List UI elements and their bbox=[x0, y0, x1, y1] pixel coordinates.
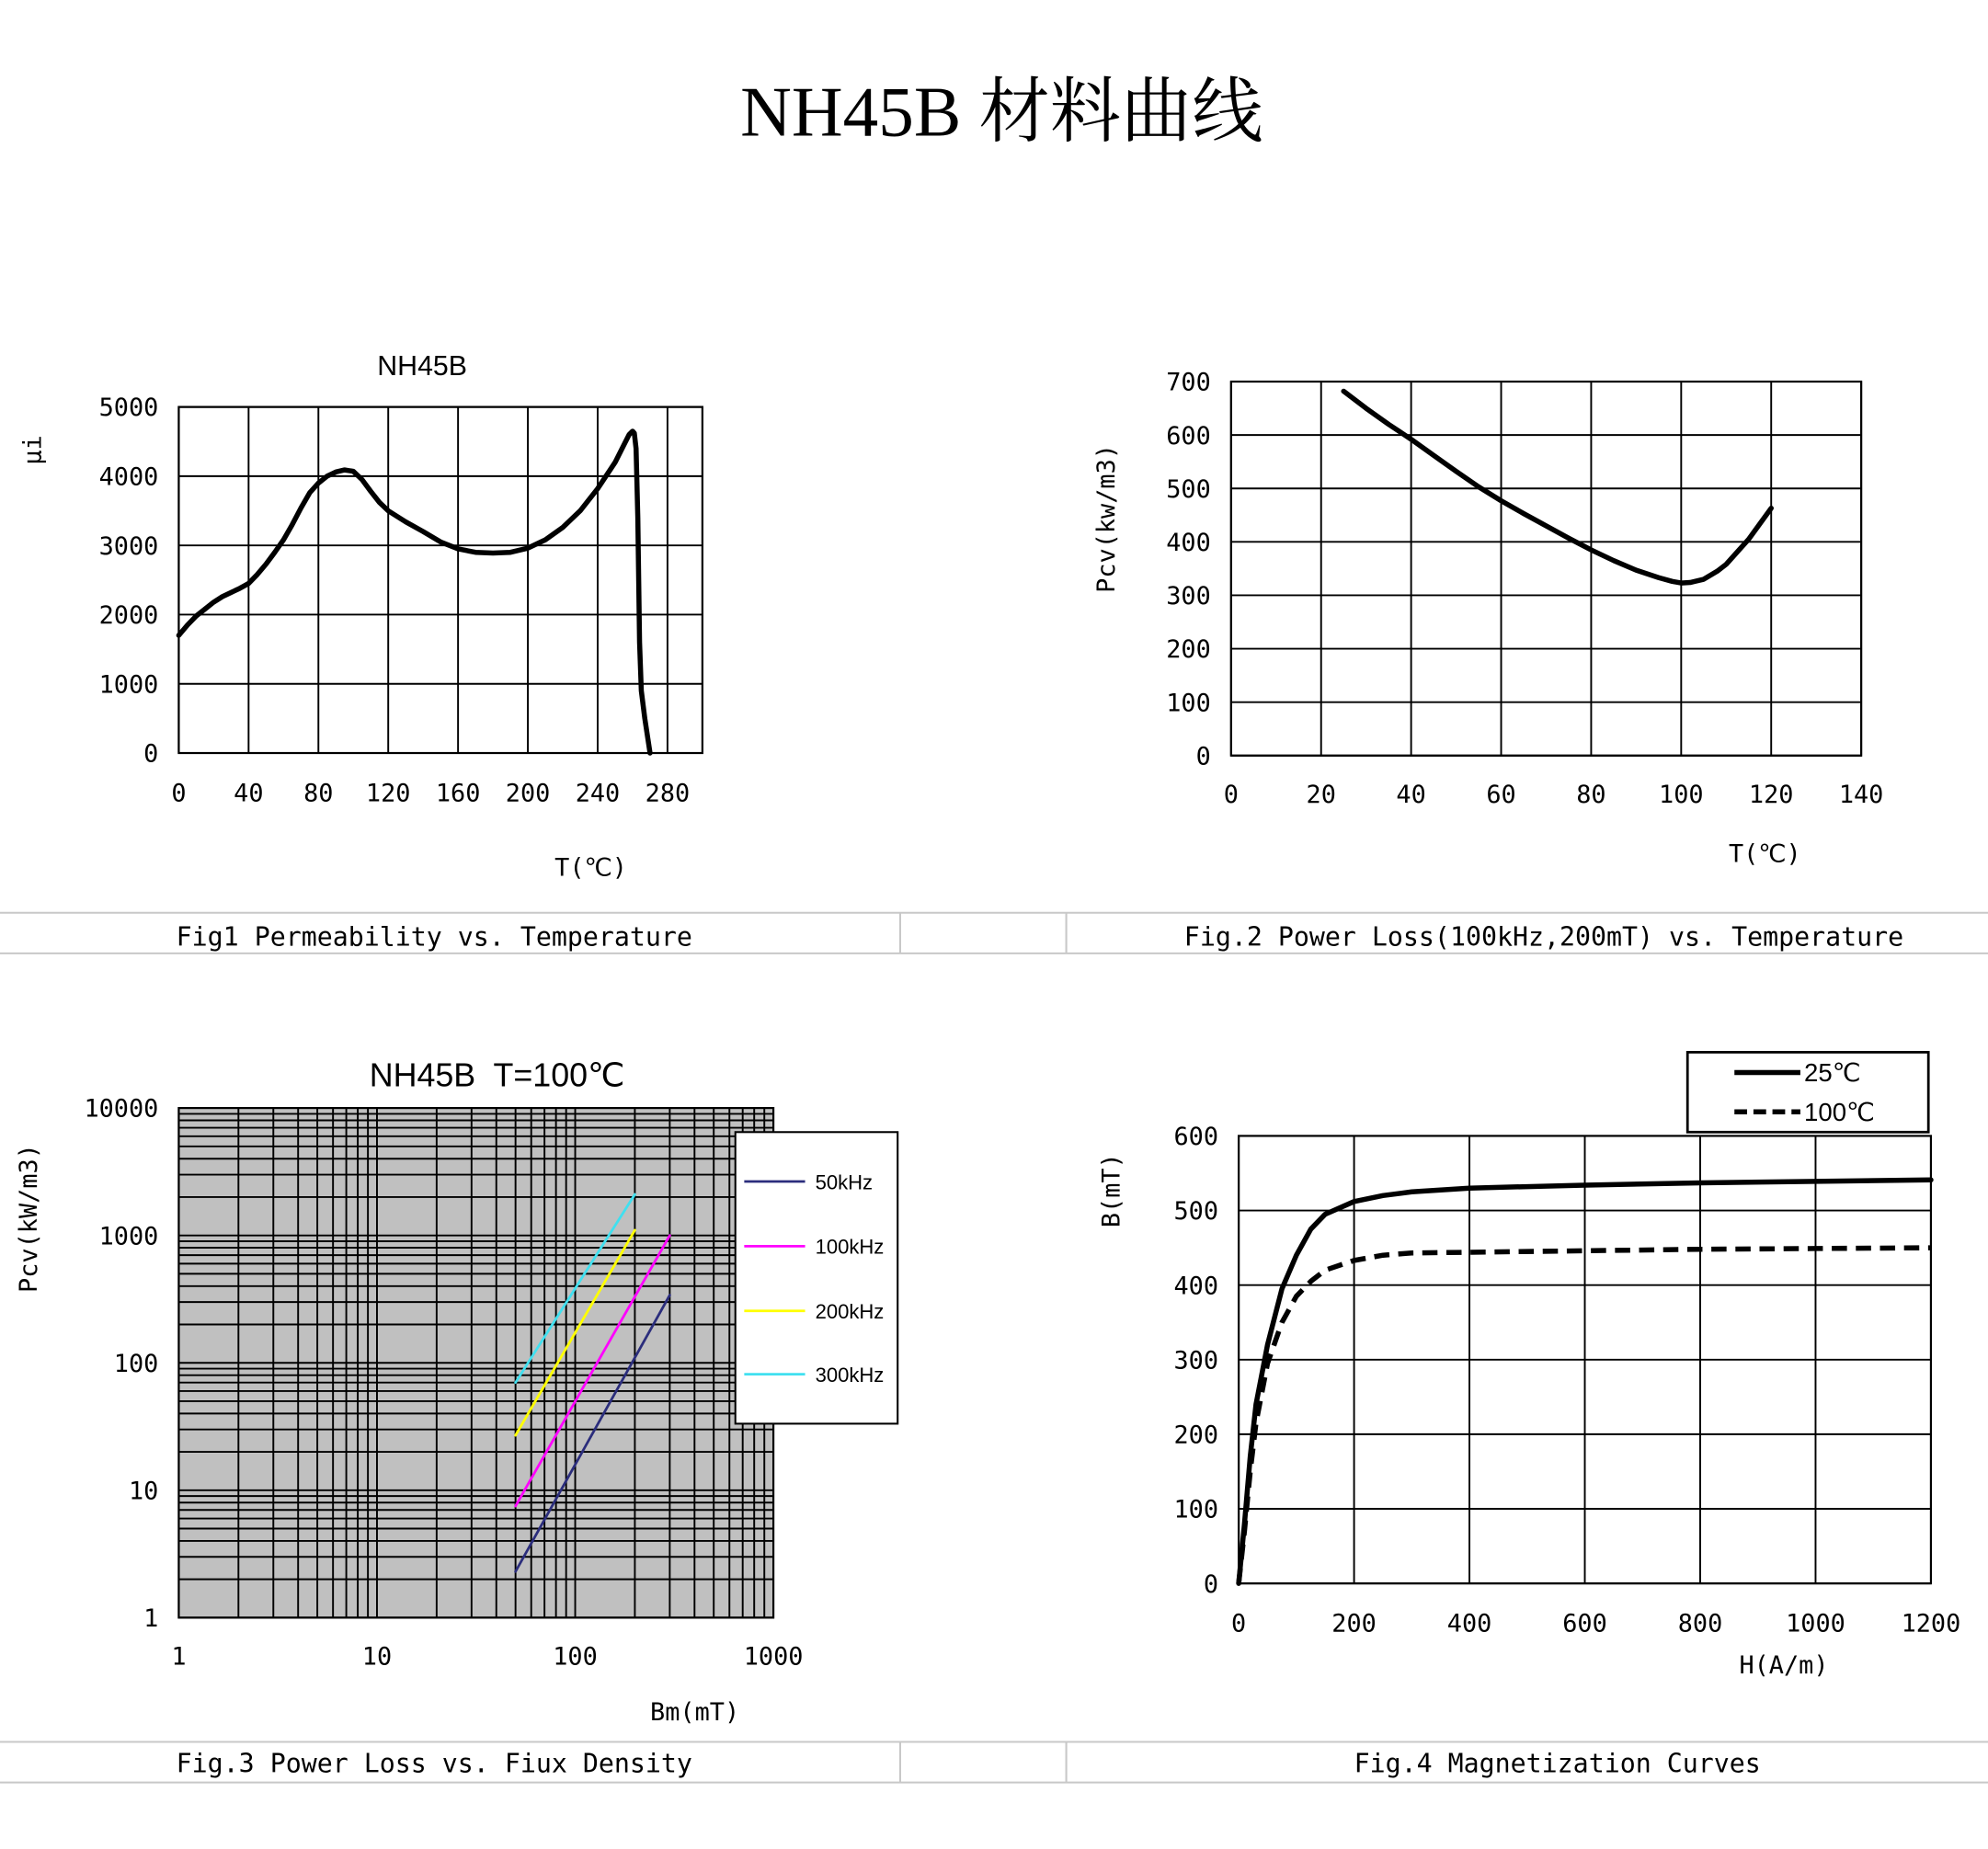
x-tick-label: 140 bbox=[1838, 780, 1884, 809]
chart-title: NH45B bbox=[377, 351, 468, 382]
y-tick-label: 400 bbox=[1173, 1272, 1219, 1301]
x-tick-label: 120 bbox=[1748, 780, 1794, 809]
x-tick-label: 100 bbox=[553, 1642, 598, 1672]
y-tick-label: 1 bbox=[143, 1604, 159, 1634]
x-tick-label: 1200 bbox=[1901, 1609, 1961, 1638]
x-tick-label: 0 bbox=[1231, 1609, 1247, 1638]
x-tick-label: 1 bbox=[171, 1642, 187, 1672]
y-tick-label: 600 bbox=[1166, 421, 1211, 451]
y-tick-label: 1000 bbox=[98, 670, 159, 700]
page-title: NH45B 材料曲线 bbox=[740, 72, 1263, 152]
y-tick-label: 100 bbox=[113, 1349, 159, 1378]
y-tick-label: 10000 bbox=[84, 1094, 159, 1124]
x-tick-label: 200 bbox=[1331, 1609, 1377, 1638]
x-tick-label: 100 bbox=[1659, 780, 1704, 809]
x-tick-label: 80 bbox=[303, 779, 334, 808]
legend-label-100: 100℃ bbox=[1804, 1097, 1876, 1126]
y-axis-label: Pcv(kW/m3) bbox=[15, 1144, 44, 1293]
legend-label-50khz: 50kHz bbox=[815, 1170, 874, 1194]
x-axis-label: T(℃) bbox=[554, 853, 627, 883]
y-tick-label: 700 bbox=[1166, 368, 1211, 397]
x-tick-label: 160 bbox=[435, 779, 481, 808]
y-tick-label: 100 bbox=[1173, 1495, 1219, 1524]
y-tick-label: 0 bbox=[1195, 742, 1211, 771]
x-tick-label: 200 bbox=[505, 779, 551, 808]
y-tick-label: 200 bbox=[1173, 1421, 1219, 1450]
x-tick-label: 10 bbox=[361, 1642, 393, 1672]
x-tick-label: 800 bbox=[1677, 1609, 1723, 1638]
y-tick-label: 300 bbox=[1166, 582, 1211, 611]
legend-label-300khz: 300kHz bbox=[815, 1363, 885, 1387]
legend bbox=[736, 1132, 897, 1423]
x-axis-label: H(A/m) bbox=[1739, 1651, 1829, 1681]
x-tick-label: 40 bbox=[234, 779, 264, 808]
x-tick-label: 0 bbox=[1223, 780, 1239, 809]
legend-label-25: 25℃ bbox=[1804, 1058, 1861, 1088]
x-axis-label: T(℃) bbox=[1728, 839, 1801, 869]
chart-title: NH45B T=100℃ bbox=[369, 1056, 625, 1094]
figure-caption: Fig1 Permeability vs. Temperature bbox=[176, 921, 692, 953]
y-tick-label: 500 bbox=[1173, 1197, 1219, 1227]
y-tick-label: 5000 bbox=[98, 394, 159, 423]
y-axis-label: B(mT) bbox=[1097, 1153, 1126, 1228]
x-tick-label: 20 bbox=[1306, 780, 1336, 809]
y-tick-label: 0 bbox=[143, 739, 159, 769]
x-tick-label: 400 bbox=[1446, 1609, 1492, 1638]
y-tick-label: 2000 bbox=[98, 601, 159, 631]
x-tick-label: 240 bbox=[575, 779, 621, 808]
legend-label-200khz: 200kHz bbox=[815, 1299, 885, 1323]
y-axis-label: μi bbox=[18, 435, 48, 465]
y-tick-label: 0 bbox=[1203, 1569, 1219, 1599]
y-tick-label: 3000 bbox=[98, 531, 159, 561]
figure-caption: Fig.2 Power Loss(100kHz,200mT) vs. Temperature bbox=[1183, 921, 1904, 953]
y-tick-label: 200 bbox=[1166, 635, 1211, 665]
x-axis-label: Bm(mT) bbox=[650, 1698, 740, 1728]
x-tick-label: 280 bbox=[645, 779, 691, 808]
y-tick-label: 100 bbox=[1166, 689, 1211, 718]
legend bbox=[1687, 1052, 1928, 1132]
y-tick-label: 500 bbox=[1166, 474, 1211, 504]
figure-caption: Fig.3 Power Loss vs. Fiux Density bbox=[176, 1748, 692, 1779]
x-tick-label: 1000 bbox=[743, 1642, 804, 1672]
legend-label-100khz: 100kHz bbox=[815, 1235, 885, 1259]
x-tick-label: 120 bbox=[365, 779, 411, 808]
figure-caption: Fig.4 Magnetization Curves bbox=[1354, 1748, 1761, 1779]
y-tick-label: 600 bbox=[1173, 1123, 1219, 1152]
x-tick-label: 600 bbox=[1562, 1609, 1607, 1638]
x-tick-label: 40 bbox=[1396, 780, 1426, 809]
x-tick-label: 0 bbox=[171, 779, 187, 808]
y-tick-label: 300 bbox=[1173, 1346, 1219, 1375]
y-tick-label: 1000 bbox=[98, 1222, 159, 1251]
y-axis-label: Pcv(kw/m3) bbox=[1092, 444, 1122, 593]
y-tick-label: 10 bbox=[128, 1477, 159, 1506]
x-tick-label: 60 bbox=[1486, 780, 1516, 809]
x-tick-label: 1000 bbox=[1786, 1609, 1845, 1638]
y-tick-label: 4000 bbox=[98, 462, 159, 492]
y-tick-label: 400 bbox=[1166, 528, 1211, 557]
x-tick-label: 80 bbox=[1576, 780, 1606, 809]
